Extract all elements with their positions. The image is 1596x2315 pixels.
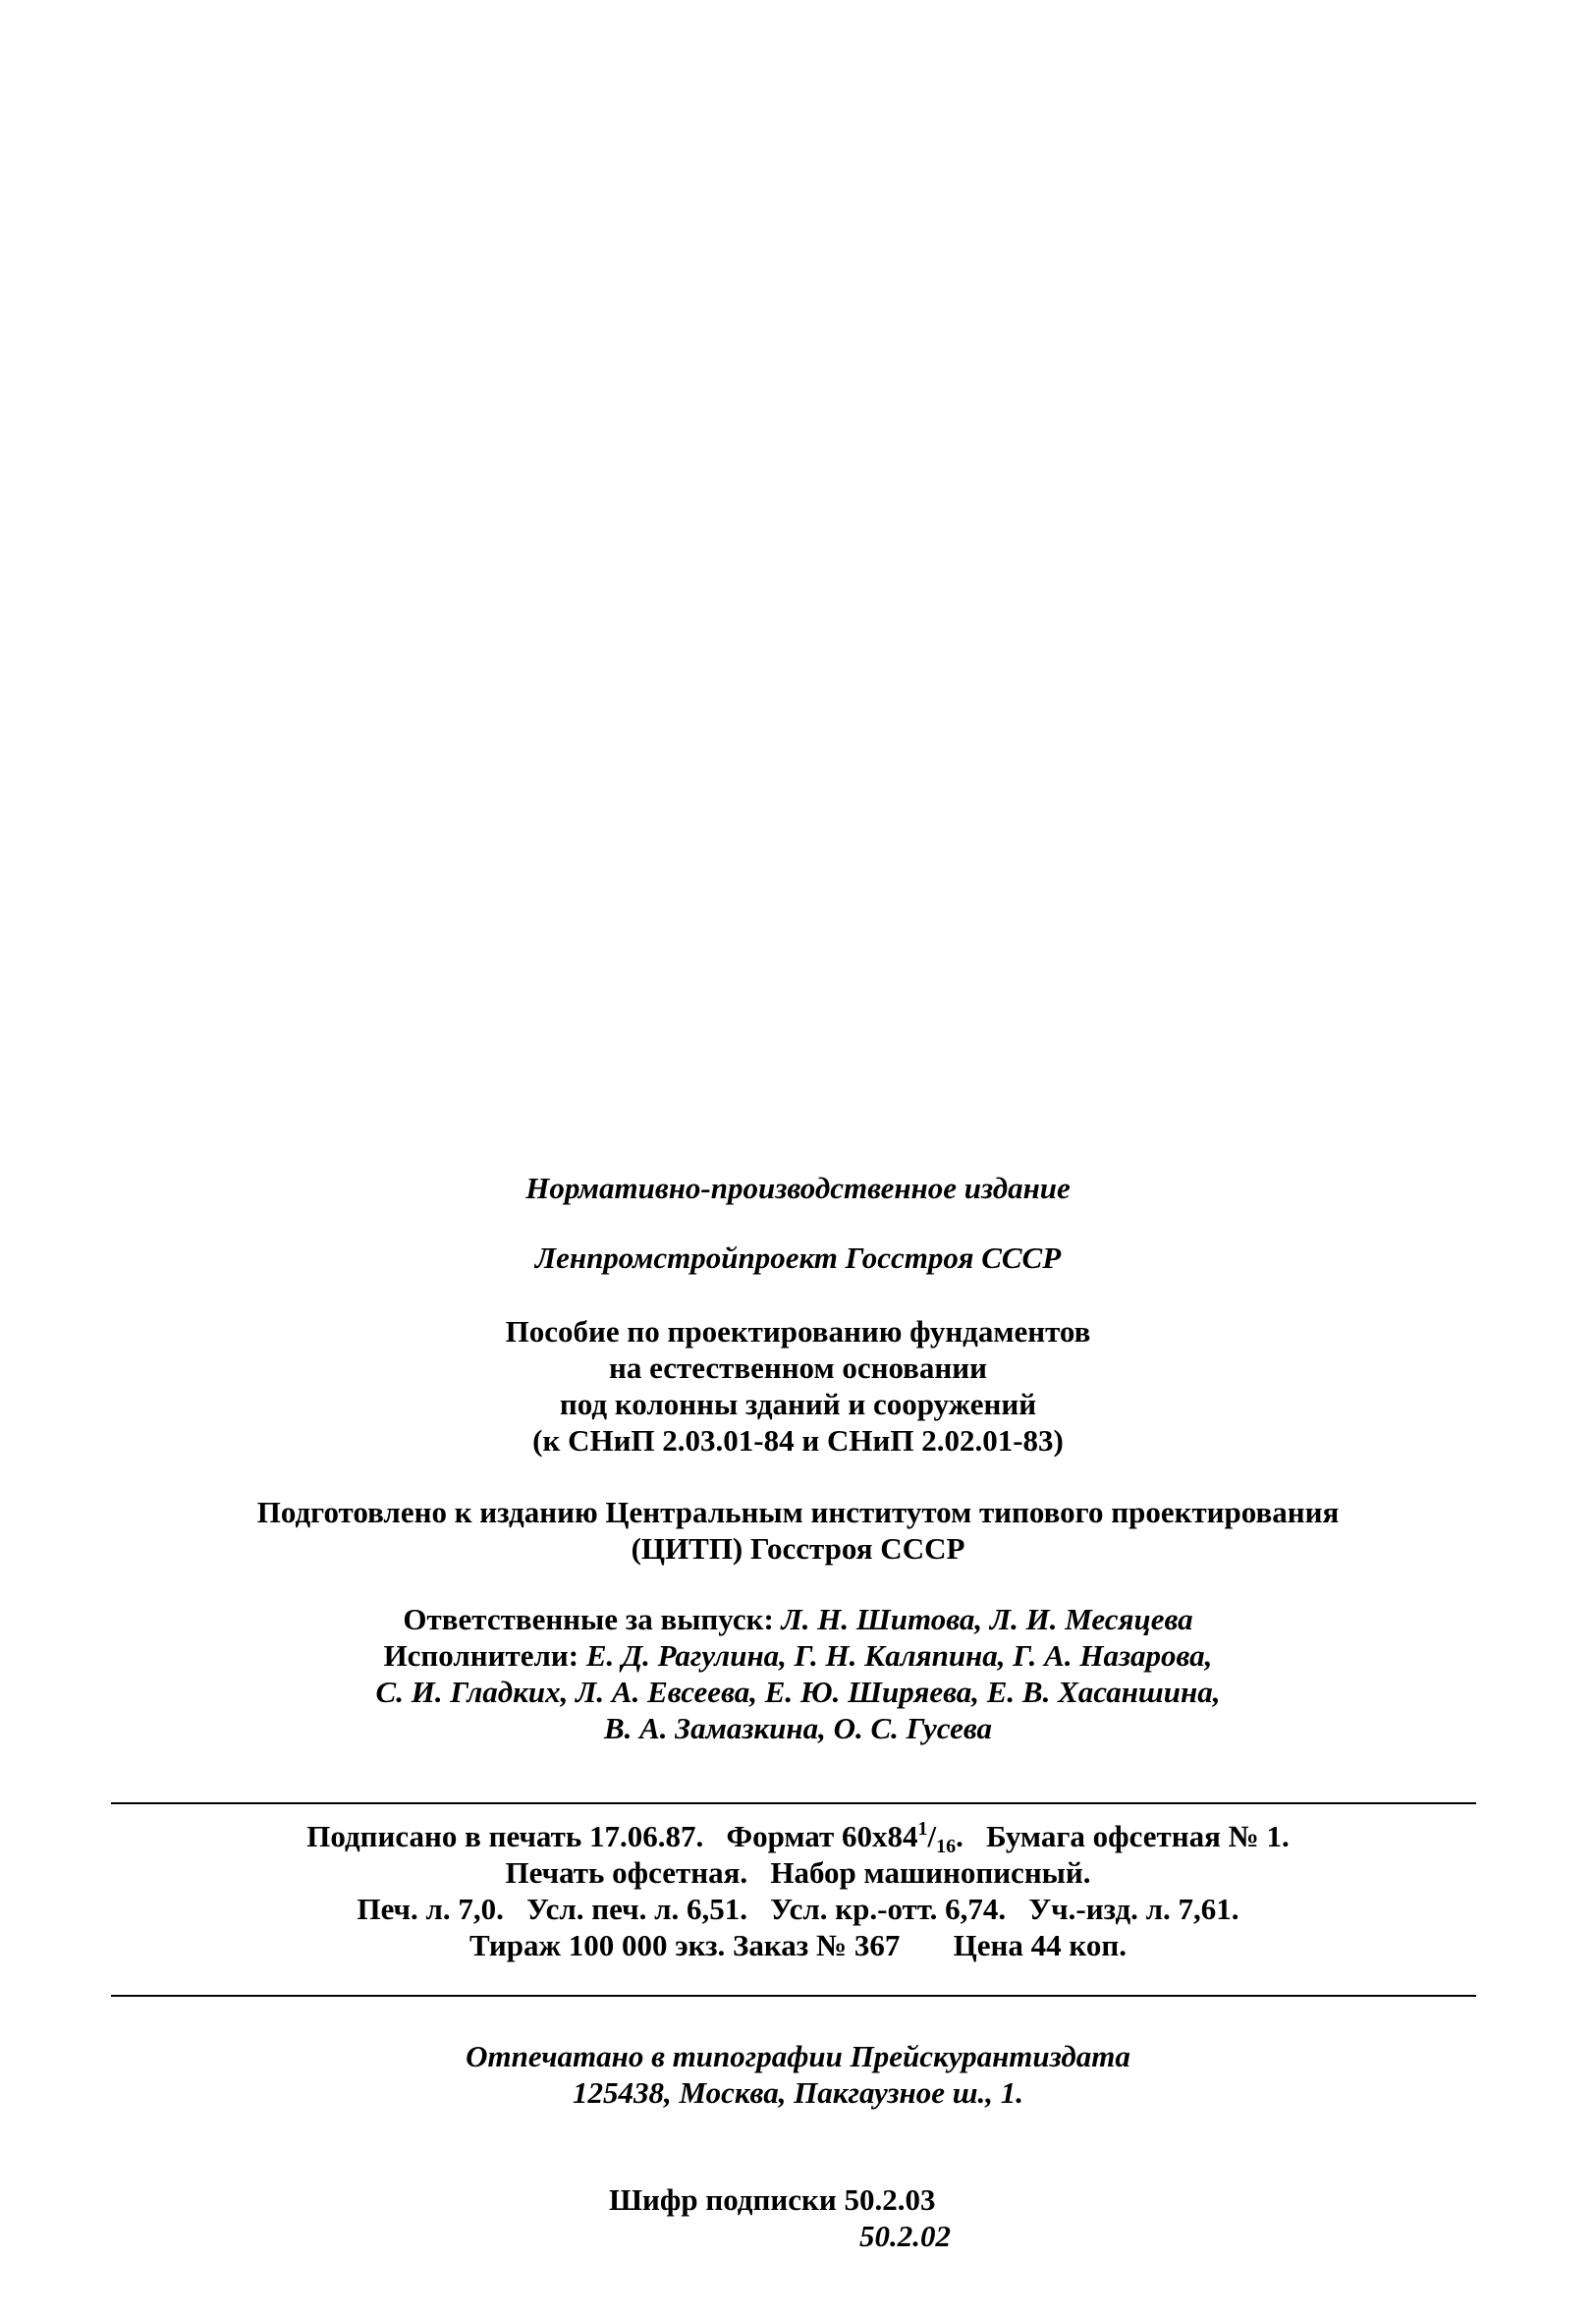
format-denominator: 16 [936, 1836, 957, 1857]
imprint-line-1 [0, 1818, 1596, 1857]
organization-text: Ленпромстройпроект Госстроя СССР [534, 1240, 1062, 1275]
edition-type-text: Нормативно-производственное издание [525, 1171, 1071, 1205]
format-numerator: 1 [917, 1818, 928, 1840]
organization [0, 1240, 1596, 1276]
prepared-by-line-1: Подготовлено к изданию Центральным институтом типового проектирования [256, 1495, 1340, 1529]
bottom-rule [111, 1995, 1476, 1997]
document-title [0, 1313, 1596, 1459]
imprint-line-2: Печать офсетная. Набор машинописный. [505, 1855, 1091, 1890]
executors-line-3: В. А. Замазкина, О. С. Гусева [603, 1711, 993, 1745]
subscription-cipher: Шифр подписки 50.2.03 [609, 2182, 936, 2217]
executors-label: Исполнители: [383, 1638, 579, 1673]
title-line-1: Пособие по проектированию фундаментов [505, 1314, 1091, 1349]
title-line-2: на естественном основании [608, 1350, 988, 1385]
price: Цена 44 коп. [953, 1928, 1127, 1962]
circulation-order: Тираж 100 000 экз. Заказ № 367 [469, 1928, 901, 1962]
paper-type: Бумага офсетная № 1. [986, 1819, 1290, 1853]
responsible-line [0, 1601, 1596, 1637]
responsible-label: Ответственные за выпуск: [403, 1602, 774, 1636]
prepared-by [0, 1494, 1596, 1567]
imprint [0, 1818, 1596, 1963]
executors-line-2: С. И. Гладких, Л. А. Евсеева, Е. Ю. Ширяева, Е. В. Хасаншина, [375, 1675, 1221, 1709]
imprint-line-4 [0, 1927, 1596, 1963]
title-line-3: под колонны зданий и сооружений [559, 1387, 1037, 1421]
format: Формат $60x84^1/_{16}$. [726, 1818, 963, 1857]
executors-line-1 [0, 1637, 1596, 1674]
format-suffix: . [956, 1819, 963, 1853]
printed-at [0, 2038, 1596, 2111]
prepared-by-line-2: (ЦИТП) Госстроя СССР [631, 1531, 965, 1566]
responsible-names: Л. Н. Шитова, Л. И. Месяцева [781, 1602, 1193, 1636]
printed-line-2: 125438, Москва, Пакгаузное ш., 1. [572, 2075, 1024, 2110]
signed-date: Подписано в печать 17.06.87. [306, 1819, 704, 1853]
executors-names-1: Е. Д. Рагулина, Г. Н. Каляпина, Г. А. Назарова, [585, 1638, 1213, 1673]
format-label: Формат 60x84 [726, 1819, 918, 1853]
credits [0, 1601, 1596, 1746]
title-line-4: (к СНиП 2.03.01-84 и СНиП 2.02.01-83) [532, 1423, 1064, 1458]
subscription-cipher-second: 50.2.02 [859, 2219, 951, 2253]
edition-type [0, 1170, 1596, 1206]
printed-line-1: Отпечатано в типографии Прейскурантиздата [466, 2039, 1130, 2073]
imprint-line-3: Печ. л. 7,0. Усл. печ. л. 6,51. Усл. кр.-отт. 6,74. Уч.-изд. л. 7,61. [357, 1892, 1239, 1926]
top-rule [111, 1802, 1476, 1804]
